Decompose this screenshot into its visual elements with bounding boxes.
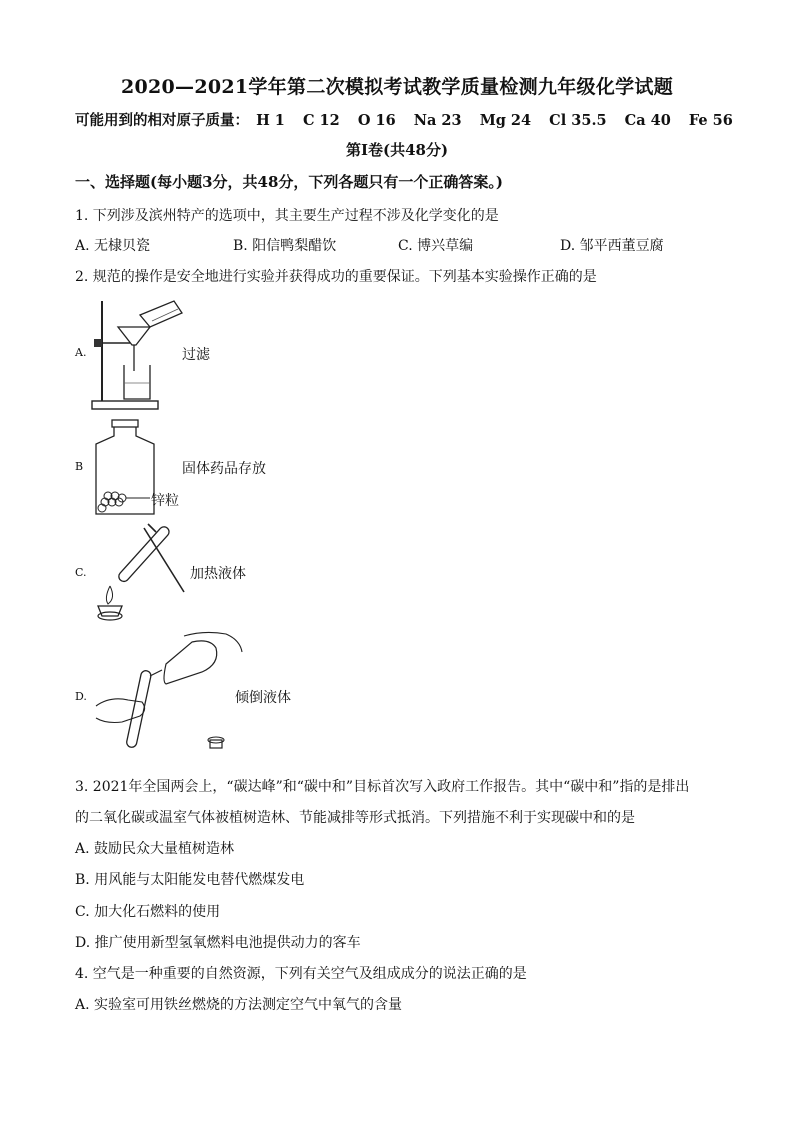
q2-option-b-label: B [75,460,84,473]
q2-option-c-caption: 加热液体 [190,566,246,582]
q3-option-a: A. 鼓励民众大量植树造林 [75,841,235,857]
q2-option-a-caption: 过滤 [182,347,210,363]
atomic-mass-item: Fe 56 [688,112,733,129]
q4-option-a: A. 实验室可用铁丝燃烧的方法测定空气中氧气的含量 [75,997,403,1013]
q1-option-c: C. 博兴草编 [398,238,474,254]
q3-option-b: B. 用风能与太阳能发电替代燃煤发电 [75,872,305,888]
q2-option-c-label: C. [75,566,87,579]
q3-option-d: D. 推广使用新型氢氧燃料电池提供动力的客车 [75,935,361,951]
q3-stem-line2: 的二氧化碳或温室气体被植树造林、节能减排等形式抵消。下列措施不利于实现碳中和的是 [75,810,635,826]
zinc-granules-annotation: 锌粒 [151,493,179,509]
part-one-heading: 一、选择题(每小题3分，共48分，下列各题只有一个正确答案。) [75,173,504,191]
q2-option-d-caption: 倾倒液体 [235,690,291,706]
atomic-mass-item: Cl 35.5 [549,112,607,129]
reagent-bottle-figure [90,418,160,518]
heating-liquid-figure [90,520,186,622]
q2-stem: 2. 规范的操作是安全地进行实验并获得成功的重要保证。下列基本实验操作正确的是 [75,269,597,285]
atomic-mass-item: H 1 [256,112,285,129]
q2-option-d-label: D. [75,690,87,703]
filtration-figure [90,295,190,413]
atomic-mass-item: Mg 24 [479,112,532,129]
q1-option-d: D. 邹平西董豆腐 [560,238,664,254]
q2-option-a-label: A. [75,346,87,359]
atomic-mass-item: Na 23 [413,112,462,129]
q1-option-b: B. 阳信鸭梨醋饮 [233,238,337,254]
q1-option-a: A. 无棣贝瓷 [75,238,151,254]
q3-stem-line1: 3. 2021年全国两会上，“碳达峰”和“碳中和”目标首次写入政府工作报告。其中“碳中和”指的是排出 [75,779,690,795]
atomic-masses-label: 可能用到的相对原子质量： [75,112,249,129]
q2-option-b-caption: 固体药品存放 [182,461,266,477]
q4-stem: 4. 空气是一种重要的自然资源，下列有关空气及组成成分的说法正确的是 [75,966,527,982]
q3-option-c: C. 加大化石燃料的使用 [75,904,221,920]
page-title: 2020—2021学年第二次模拟考试教学质量检测九年级化学试题 [120,76,674,98]
atomic-mass-item: Ca 40 [624,112,671,129]
atomic-mass-item: C 12 [302,112,340,129]
atomic-masses [75,109,746,130]
q1-stem: 1. 下列涉及滨州特产的选项中，其主要生产过程不涉及化学变化的是 [75,208,499,224]
section-title: 第Ⅰ卷(共48分) [345,141,449,159]
pouring-liquid-figure [92,628,242,756]
atomic-mass-item: O 16 [357,112,396,129]
